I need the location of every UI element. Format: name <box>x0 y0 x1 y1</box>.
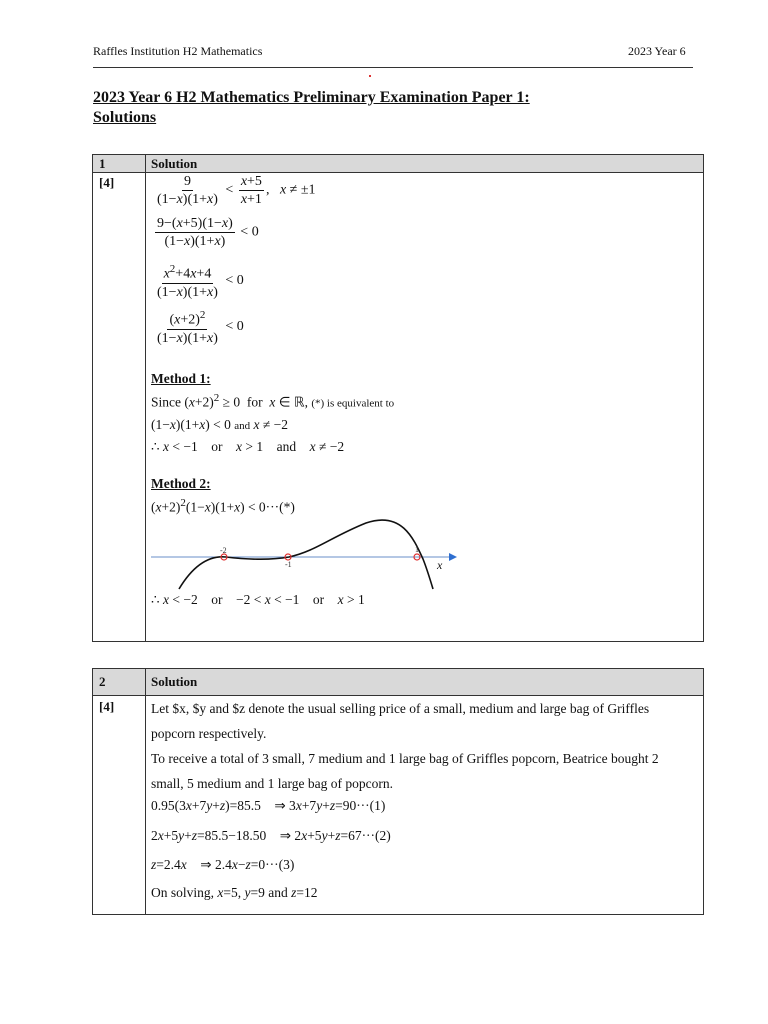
q2-heading: Solution <box>151 674 198 689</box>
q1-method-1-line-2: (1−x)(1+x) < 0 and x ≠ −2 <box>151 417 288 432</box>
q1-marks: [4] <box>99 175 115 190</box>
question-1-table <box>92 154 704 642</box>
q1-method-1-answer: ∴ x < −1 or x > 1 and x ≠ −2 <box>151 439 345 454</box>
q1-step-3: $\frac{x^2+4x+4}{(1-x)(1+x)}$ < 0 <box>157 263 244 300</box>
q1-method-2-inequality: $(x+2)^2(1-x)(1+x) < 0\cdot\cdot\cdot(*)$ <box>151 497 295 515</box>
q2-equation-1: 0.95(3x+7y+z)=85.5 ⇒ 3x+7y+z=90···(1) <box>151 798 386 813</box>
q2-number: 2 <box>99 674 106 689</box>
tick-label-neg1: -1 <box>285 560 292 569</box>
tick-label-1: 1 <box>415 545 419 554</box>
q2-marks: [4] <box>99 699 115 714</box>
q1-step-1: $\frac{9}{(1-x)(1+x)}$ < $\frac{x+5}{x+1}$ , x ≠ ±1 <box>157 174 316 207</box>
q1-method-1-line-1: Since $(x+2)^2 \ge 0$ for x ∈ ℝ, (*) is equivalent to <box>151 392 395 410</box>
graph-curve <box>179 520 433 589</box>
q1-step-4: $\frac{(x+2)^2}{(1-x)(1+x)}$ < 0 <box>157 309 244 346</box>
q1-column-divider <box>145 155 146 641</box>
title-line-2: Solutions <box>93 109 157 126</box>
q2-paragraph-2: To receive a total of 3 small, 7 medium and 1 large bag of Griffles popcorn, Beatrice bought 2 small, 5 medium and 1 large bag of popcorn. <box>151 751 659 791</box>
q2-equation-3: z=2.4x ⇒ 2.4x−z=0···(3) <box>151 857 295 872</box>
q2-paragraph-1: Let $x, $y and $z denote the usual selling price of a small, medium and large bag of Griffles popcorn respectively. <box>151 701 650 741</box>
question-2-table <box>92 668 704 915</box>
q1-number: 1 <box>99 156 106 171</box>
q1-method-2-answer: ∴ x < −2 or −2 < x < −1 or x > 1 <box>151 592 365 607</box>
q1-method-1-title: Method 1: <box>151 371 211 386</box>
title-line-1: 2023 Year 6 H2 Mathematics Preliminary Examination Paper 1: <box>93 89 530 106</box>
q2-column-divider <box>145 669 146 914</box>
q1-method-2-title: Method 2: <box>151 476 211 491</box>
header-rule <box>93 67 693 68</box>
q2-equation-2: 2x+5y+z=85.5−18.50 ⇒ 2x+5y+z=67···(2) <box>151 828 391 843</box>
x-axis-arrow-icon <box>449 553 457 561</box>
page-header-right: 2023 Year 6 <box>628 44 686 58</box>
red-mark <box>369 75 371 77</box>
document-title <box>93 88 693 128</box>
q1-sign-graph <box>151 517 461 593</box>
q1-step-2: $\frac{9-(x+5)(1-x)}{(1-x)(1+x)}$ < 0 <box>157 216 259 249</box>
page-header-left: Raffles Institution H2 Mathematics <box>93 44 263 58</box>
q2-solution-line: On solving, x=5, y=9 and z=12 <box>151 885 318 900</box>
q1-heading: Solution <box>151 156 198 171</box>
tick-label-neg2: -2 <box>220 546 227 555</box>
axis-label-x: x <box>437 558 443 572</box>
